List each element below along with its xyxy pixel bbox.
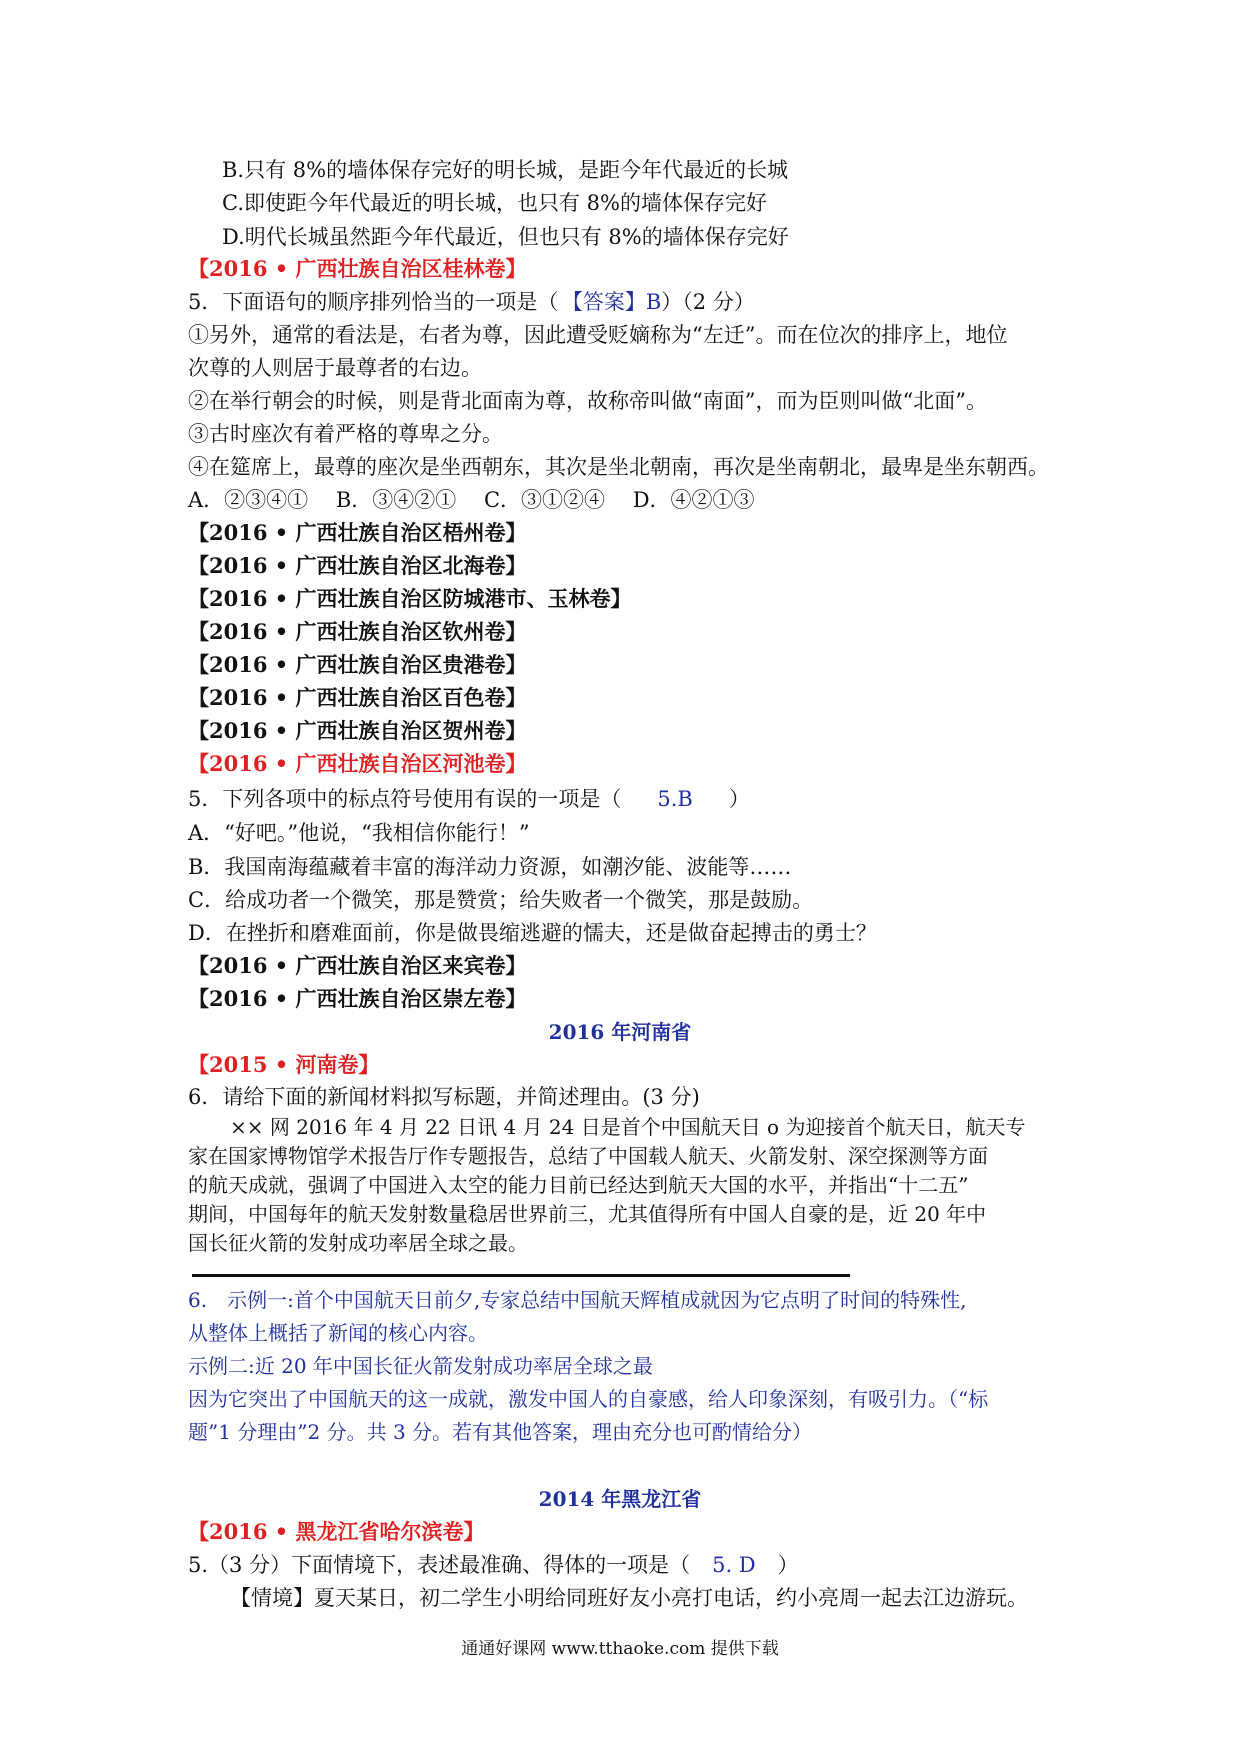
heading-qinzhou: 【2016 • 广西壮族自治区钦州卷】 <box>188 619 527 644</box>
punct-option-c: C．给成功者一个微笑，那是赞赏；给失败者一个微笑，那是鼓励。 <box>188 888 814 912</box>
news-line-5: 国长征火箭的发射成功率居全球之最。 <box>188 1231 528 1255</box>
option-b-line: B.只有 8%的墙体保存完好的明长城，是距今年代最近的长城 <box>222 158 789 182</box>
answer-line-3: 示例二:近 20 年中国长征火箭发射成功率居全球之最 <box>188 1354 653 1378</box>
page-footer: 通通好课网 www.tthaoke.com 提供下载 <box>461 1639 779 1659</box>
answer-line-1: 6. 示例一:首个中国航天日前夕,专家总结中国航天辉植成就因为它点明了时间的特殊性, <box>188 1288 967 1312</box>
heading-henan: 【2015 • 河南卷】 <box>188 1052 380 1077</box>
section-title-heilongjiang: 2014 年黑龙江省 <box>538 1487 702 1511</box>
question-text: 5．下面语句的顺序排列恰当的一项是（ <box>188 290 559 314</box>
heading-guilin: 【2016 • 广西壮族自治区桂林卷】 <box>188 256 527 281</box>
news-line-4: 期间，中国每年的航天发射数量稳居世界前三，尤其值得所有中国人自豪的是，近 20 年中 <box>188 1202 987 1226</box>
punct-option-b: B．我国南海蕴藏着丰富的海洋动力资源，如潮汐能、波能等…… <box>188 855 792 879</box>
punct-option-d: D．在挫折和磨难面前，你是做畏缩逃避的懦夫，还是做奋起搏击的勇士？ <box>188 921 877 945</box>
sentence-1-line-1: ①另外，通常的看法是，右者为尊，因此遭受贬嫡称为“左迁”。而在位次的排序上，地位 <box>188 323 1008 347</box>
sentence-2: ②在举行朝会的时候，则是背北面南为尊，故称帝叫做“南面”，而为臣则叫做“北面”。 <box>188 389 987 413</box>
options-line: A．②③④① B．③④②① C．③①②④ D．④②①③ <box>188 488 755 512</box>
news-line-2: 家在国家博物馆学术报告厅作专题报告，总结了中国载人航天、火箭发射、深空探测等方面 <box>188 1144 988 1168</box>
answer-line-2: 从整体上概括了新闻的核心内容。 <box>188 1321 488 1345</box>
heading-wuzhou: 【2016 • 广西壮族自治区梧州卷】 <box>188 520 527 545</box>
context-line: 【情境】夏天某日，初二学生小明给同班好友小亮打电话，约小亮周一起去江边游玩。 <box>230 1586 1028 1610</box>
heading-hezhou: 【2016 • 广西壮族自治区贺州卷】 <box>188 718 527 743</box>
news-line-1: ×× 网 2016 年 4 月 22 日讯 4 月 24 日是首个中国航天日 o 为迎接首个航天日，航天专 <box>230 1115 1026 1139</box>
heading-chongzuo: 【2016 • 广西壮族自治区崇左卷】 <box>188 986 527 1011</box>
question-text: 5．下列各项中的标点符号使用有误的一项是（ <box>188 787 622 811</box>
heading-guigang: 【2016 • 广西壮族自治区贵港卷】 <box>188 652 527 677</box>
sentence-3: ③古时座次有着严格的尊卑之分。 <box>188 422 503 446</box>
answer-label: 【答案】B <box>572 290 662 314</box>
question-score: ）（2 分） <box>661 290 755 314</box>
question-6: 6．请给下面的新闻材料拟写标题，并简述理由。(3 分) <box>188 1085 700 1109</box>
answer-line-divider <box>192 1274 850 1277</box>
question-5-guilin <box>188 287 755 317</box>
section-title-henan: 2016 年河南省 <box>548 1020 692 1044</box>
punct-option-a: A．“好吧。”他说，“我相信你能行！” <box>188 821 530 845</box>
answer-label: 5.B <box>657 787 693 811</box>
answer-label: 5. D <box>712 1553 756 1577</box>
heading-harbin: 【2016 • 黑龙江省哈尔滨卷】 <box>188 1519 485 1544</box>
question-5-hechi <box>188 784 750 814</box>
answer-line-5: 题”1 分理由”2 分。共 3 分。若有其他答案，理由充分也可酌情给分） <box>188 1420 813 1444</box>
option-d-line: D.明代长城虽然距今年代最近，但也只有 8%的墙体保存完好 <box>222 225 789 249</box>
sentence-4: ④在筵席上，最尊的座次是坐西朝东，其次是坐北朝南，再次是坐南朝北，最卑是坐东朝西。 <box>188 455 1049 479</box>
option-c-line: C.即使距今年代最近的明长城，也只有 8%的墙体保存完好 <box>222 191 767 215</box>
question-close: ） <box>728 787 750 811</box>
sentence-1-line-2: 次尊的人则居于最尊者的右边。 <box>188 356 482 380</box>
heading-fangchenggang: 【2016 • 广西壮族自治区防城港市、玉林卷】 <box>188 586 632 611</box>
answer-line-4: 因为它突出了中国航天的这一成就，激发中国人的自豪感，给人印象深刻，有吸引力。（“标 <box>188 1387 989 1411</box>
heading-laibin: 【2016 • 广西壮族自治区来宾卷】 <box>188 953 527 978</box>
heading-baise: 【2016 • 广西壮族自治区百色卷】 <box>188 685 527 710</box>
question-5-harbin <box>188 1550 799 1580</box>
question-close: ） <box>777 1553 799 1577</box>
question-text: 5.（3 分）下面情境下，表述最准确、得体的一项是（ <box>188 1553 691 1577</box>
heading-hechi: 【2016 • 广西壮族自治区河池卷】 <box>188 751 527 776</box>
news-line-3: 的航天成就，强调了中国进入太空的能力目前已经达到航天大国的水平，并指出“十二五” <box>188 1173 969 1197</box>
heading-beihai: 【2016 • 广西壮族自治区北海卷】 <box>188 553 527 578</box>
